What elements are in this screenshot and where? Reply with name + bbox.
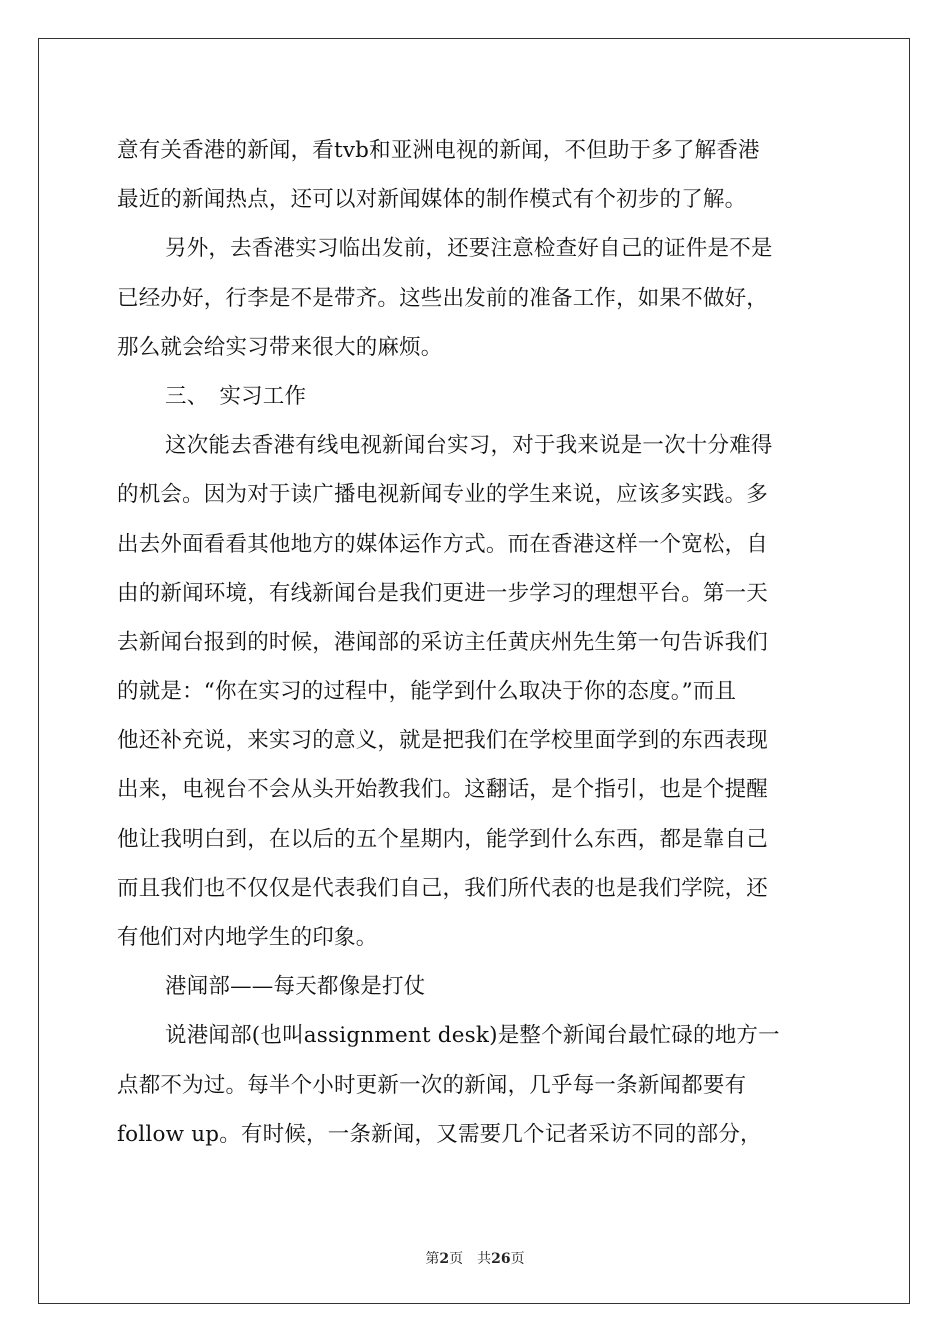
section-heading: 三、 实习工作 [165,383,307,409]
footer-prefix: 第 [425,1251,440,1267]
text-line: 点都不为过。每半个小时更新一次的新闻，几乎每一条新闻都要有 [117,1072,747,1098]
footer-middle: 页 共 [449,1251,492,1267]
text-line: 说港闻部(也叫assignment desk)是整个新闻台最忙碌的地方一 [165,1023,780,1049]
total-pages-number: 26 [491,1251,511,1267]
footer-suffix: 页 [510,1251,525,1267]
text-line: follow up。有时候，一条新闻，又需要几个记者采访不同的部分， [117,1121,762,1147]
subsection-heading: 港闻部——每天都像是打仗 [165,974,426,1000]
text-line: 有他们对内地学生的印象。 [117,925,378,950]
text-line: 这次能去香港有线电视新闻台实习，对于我来说是一次十分难得 [165,433,773,459]
document-body [117,126,833,1159]
text-line: 的就是：“你在实习的过程中，能学到什么取决于你的态度。”而且 [117,679,737,705]
text-line: 最近的新闻热点，还可以对新闻媒体的制作模式有个初步的了解。 [117,187,747,213]
text-line: 他让我明白到，在以后的五个星期内，能学到什么东西，都是靠自己 [117,826,769,852]
current-page-number: 2 [439,1251,450,1267]
text-line: 的机会。因为对于读广播电视新闻专业的学生来说，应该多实践。多 [117,482,769,508]
text-line: 另外，去香港实习临出发前，还要注意检查好自己的证件是不是 [165,236,773,262]
text-line: 那么就会给实习带来很大的麻烦。 [117,334,443,360]
text-line: 已经办好，行李是不是带齐。这些出发前的准备工作，如果不做好， [117,285,769,311]
text-line: 意有关香港的新闻，看tvb和亚洲电视的新闻，不但助于多了解香港 [117,138,760,163]
text-line: 而且我们也不仅仅是代表我们自己，我们所代表的也是我们学院，还 [117,875,769,901]
text-line: 去新闻台报到的时候，港闻部的采访主任黄庆州先生第一句告诉我们 [117,629,769,655]
text-line: 出来，电视台不会从头开始教我们。这翻话，是个指引，也是个提醒 [117,777,769,803]
text-line: 出去外面看看其他地方的媒体运作方式。而在香港这样一个宽松，自 [117,531,769,557]
page-number-footer [0,1248,950,1268]
text-line: 他还补充说，来实习的意义，就是把我们在学校里面学到的东西表现 [117,728,769,754]
text-line: 由的新闻环境，有线新闻台是我们更进一步学习的理想平台。第一天 [117,580,769,606]
